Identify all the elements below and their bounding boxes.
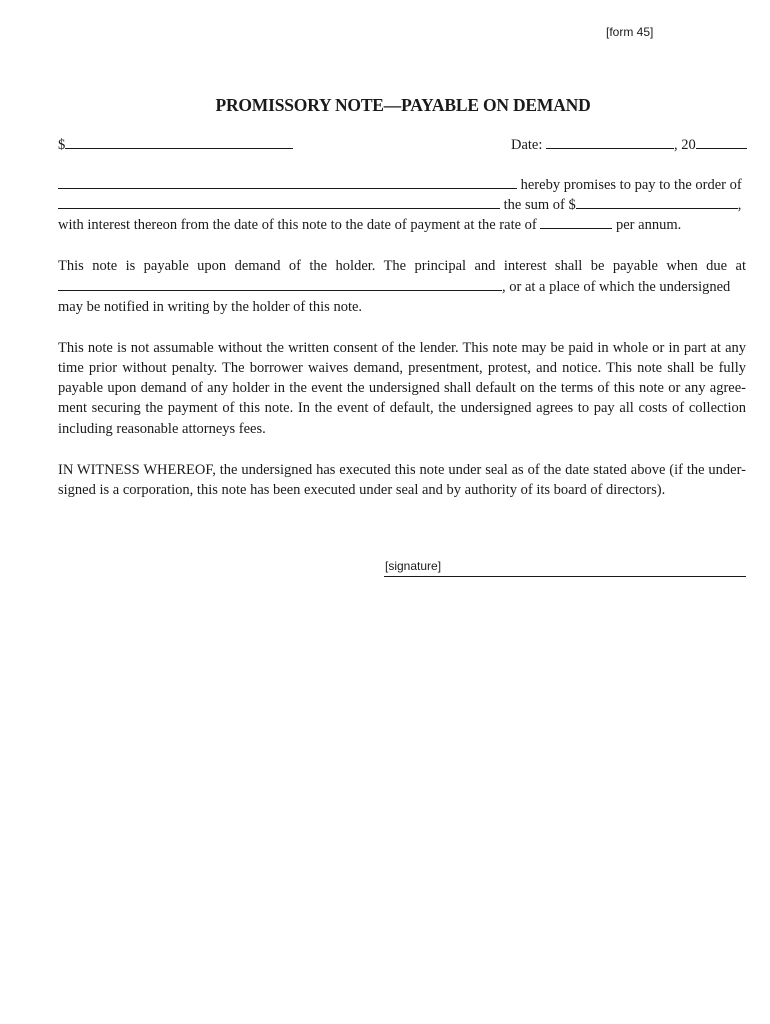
promise-line-1 — [58, 175, 746, 195]
amount-field[interactable] — [65, 135, 293, 149]
date-field[interactable] — [546, 135, 674, 149]
payable-line-3: may be notified in writing by the holder of this note. — [58, 299, 363, 315]
promise-line-3-text: with interest thereon from the date of this note to the date of payment at the rate of — [58, 217, 537, 233]
signature-label: [signature] — [385, 559, 442, 573]
interest-rate-field[interactable] — [540, 215, 612, 229]
borrower-name-field[interactable] — [58, 175, 517, 189]
assumable-line-4: ment securing the payment of this note. In the event of default, the undersigned agrees to pay all costs of collection — [58, 400, 746, 416]
year-prefix: , 20 — [674, 137, 696, 153]
amount-date-row — [58, 135, 746, 155]
promise-line-2 — [58, 195, 746, 215]
lender-name-field[interactable] — [58, 195, 500, 209]
signature-line[interactable] — [384, 558, 746, 577]
payable-line-2 — [58, 277, 746, 297]
promise-line-1-text: hereby promises to pay to the order of — [520, 177, 742, 193]
promise-line-3 — [58, 215, 746, 235]
promise-line-2-text: the sum of $ — [503, 197, 576, 213]
assumable-line-2: time prior without penalty. The borrower waives demand, presentment, protest, and notice. This note shall be fully — [58, 360, 746, 376]
payable-line-2-text: , or at a place of which the undersigned — [502, 279, 731, 295]
assumable-line-5: including reasonable attorneys fees. — [58, 421, 266, 437]
witness-line-1: IN WITNESS WHEREOF, the undersigned has executed this note under seal as of the date stated above (if the under- — [58, 462, 746, 478]
amount-prefix: $ — [58, 137, 66, 153]
date-group — [511, 135, 747, 155]
promise-line-3-end: per annum. — [616, 217, 682, 233]
assumable-line-1: This note is not assumable without the written consent of the lender. This note may be paid in whole or in part at any — [58, 340, 746, 356]
date-label: Date: — [511, 137, 543, 153]
year-field[interactable] — [696, 135, 747, 149]
payable-line-1: This note is payable upon demand of the holder. The principal and interest shall be payable when due at — [58, 258, 746, 274]
principal-sum-field[interactable] — [576, 195, 738, 209]
witness-line-2: signed is a corporation, this note has been executed under seal and by authority of its board of directors). — [58, 482, 666, 498]
assumable-line-3: payable upon demand of any holder in the event the undersigned shall default on the terms of this note or any agree- — [58, 380, 746, 396]
form-number: [form 45] — [606, 25, 654, 39]
document-title: PROMISSORY NOTE—PAYABLE ON DEMAND — [215, 95, 591, 115]
payment-place-field[interactable] — [58, 277, 502, 291]
promise-line-2-end: , — [737, 197, 742, 213]
